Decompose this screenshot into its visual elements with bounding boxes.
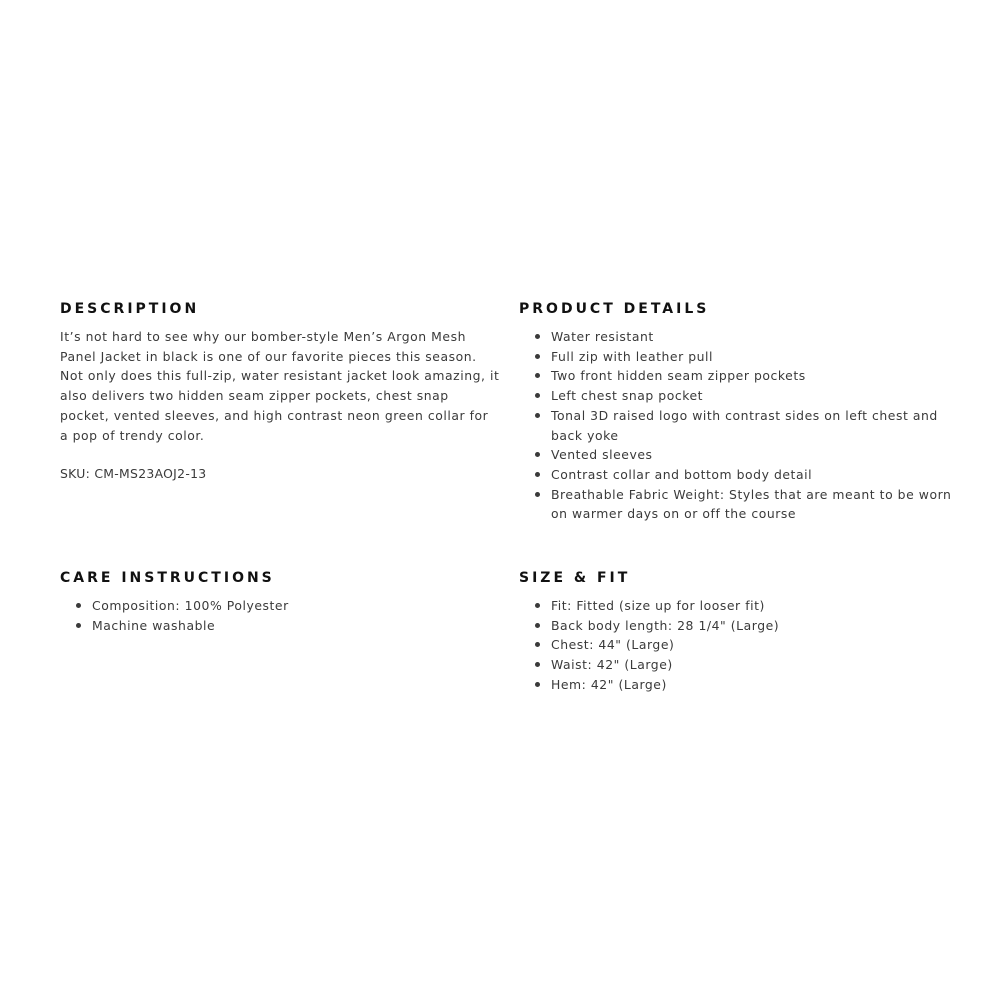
- list-item: [519, 445, 959, 465]
- bullet-icon: [535, 334, 540, 339]
- list-item-text: Water resistant: [551, 329, 654, 344]
- list-item: [519, 386, 959, 406]
- list-item: [519, 366, 959, 386]
- bullet-icon: [76, 603, 81, 608]
- bullet-icon: [535, 492, 540, 497]
- bullet-icon: [535, 393, 540, 398]
- list-item-text: Two front hidden seam zipper pockets: [551, 368, 806, 384]
- bullet-icon: [535, 354, 540, 359]
- care-instructions-section: [60, 569, 500, 635]
- list-item: [519, 327, 959, 347]
- size-fit-heading: SIZE & FIT: [519, 570, 631, 586]
- list-item: [519, 616, 959, 636]
- description-text: It’s not hard to see why our bomber-style Men’s Argon Mesh Panel Jacket in black is one of our favorite pieces this season. Not only does this full-zip, water resistant jacket look amazing, it also delivers two hidden seam zipper pockets, chest snap pocket, vented sleeves, and high contrast neon green collar for a pop of trendy color.: [60, 329, 500, 443]
- bullet-icon: [76, 623, 81, 628]
- bullet-icon: [535, 682, 540, 687]
- list-item-text: Hem: 42" (Large): [551, 676, 667, 692]
- bullet-icon: [535, 662, 540, 667]
- list-item-text: Breathable Fabric Weight: Styles that are meant to be worn on warmer days on or off the course: [551, 486, 952, 522]
- list-item-text: Chest: 44" (Large): [551, 637, 675, 653]
- list-item-text: Vented sleeves: [551, 447, 653, 463]
- list-item: [519, 675, 959, 695]
- list-item: [519, 655, 959, 675]
- list-item: [519, 635, 959, 655]
- bullet-icon: [535, 642, 540, 647]
- bullet-icon: [535, 413, 540, 418]
- list-item-text: Tonal 3D raised logo with contrast sides on left chest and back yoke: [551, 407, 938, 443]
- product-details-list: [519, 327, 959, 524]
- list-item-text: Fit: Fitted (size up for looser fit): [551, 598, 765, 613]
- list-item: [60, 596, 500, 616]
- list-item-text: Composition: 100% Polyester: [92, 598, 289, 613]
- size-fit-section: [519, 569, 959, 695]
- bullet-icon: [535, 472, 540, 477]
- bullet-icon: [535, 373, 540, 378]
- description-section: [60, 300, 500, 484]
- list-item: [60, 616, 500, 636]
- list-item-text: Left chest snap pocket: [551, 388, 704, 404]
- list-item: [519, 347, 959, 367]
- description-heading: DESCRIPTION: [60, 301, 200, 317]
- list-item-text: Full zip with leather pull: [551, 348, 714, 364]
- list-item: [519, 406, 959, 445]
- size-fit-list: [519, 596, 959, 695]
- bullet-icon: [535, 452, 540, 457]
- list-item-text: Back body length: 28 1/4" (Large): [551, 617, 780, 633]
- list-item-text: Machine washable: [92, 617, 216, 633]
- list-item-text: Contrast collar and bottom body detail: [551, 466, 813, 482]
- list-item: [519, 485, 959, 524]
- product-details-section: [519, 300, 959, 524]
- care-instructions-list: [60, 596, 500, 635]
- bullet-icon: [535, 623, 540, 628]
- list-item-text: Waist: 42" (Large): [551, 657, 673, 673]
- list-item: [519, 465, 959, 485]
- product-details-heading: PRODUCT DETAILS: [519, 301, 710, 317]
- bullet-icon: [535, 603, 540, 608]
- care-instructions-heading: CARE INSTRUCTIONS: [60, 570, 275, 586]
- list-item: [519, 596, 959, 616]
- sku-text: SKU: CM-MS23AOJ2-13: [60, 466, 207, 482]
